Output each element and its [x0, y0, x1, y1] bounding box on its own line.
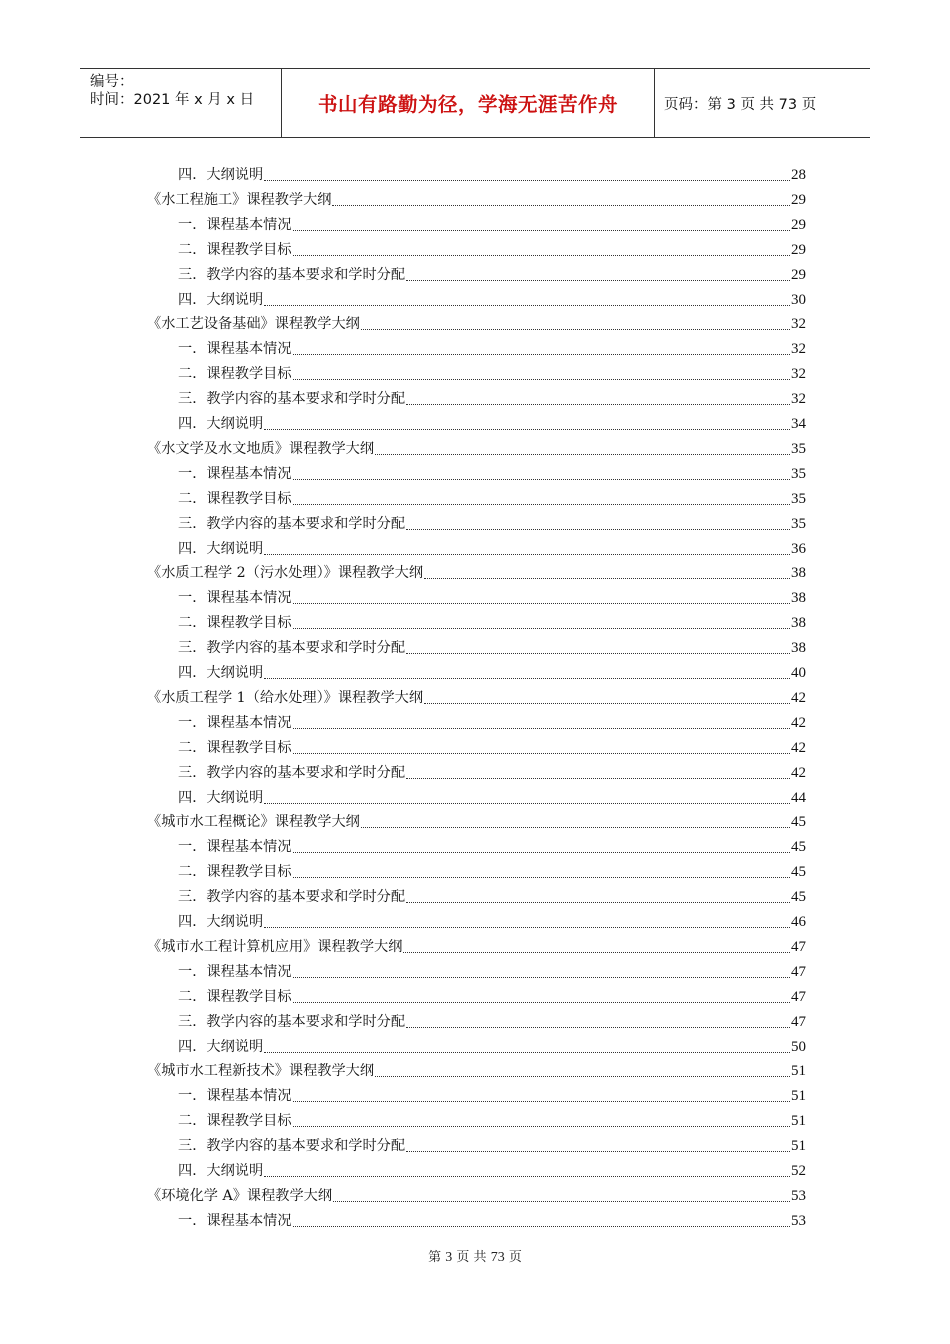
toc-entry-page: 30: [791, 291, 806, 308]
toc-dot-leader: [406, 888, 790, 903]
toc-dot-leader: [293, 614, 790, 629]
toc-entry-section[interactable]: [178, 1105, 806, 1130]
toc-entry-title: 四．大纲说明: [178, 540, 264, 557]
toc-entry-section[interactable]: [178, 1006, 806, 1031]
toc-entry-page: 28: [791, 167, 806, 183]
toc-entry-page: 29: [791, 266, 806, 283]
toc-dot-leader: [424, 689, 790, 704]
toc-entry-title: 二．课程教学目标: [178, 490, 292, 507]
toc-dot-leader: [375, 440, 790, 455]
toc-entry-page: 35: [791, 465, 806, 482]
footer-suffix: 页: [508, 1250, 522, 1265]
toc-entry-title: 二．课程教学目标: [178, 988, 292, 1005]
toc-entry-page: 46: [791, 914, 806, 930]
toc-entry-course[interactable]: [147, 557, 806, 582]
toc-dot-leader: [361, 315, 790, 330]
toc-entry-section[interactable]: [178, 1080, 806, 1105]
toc-entry-section[interactable]: [178, 906, 806, 931]
toc-entry-title: 《水质工程学 2（污水处理）》课程教学大纲: [147, 565, 424, 582]
toc-entry-title: 一．课程基本情况: [178, 963, 292, 980]
toc-entry-page: 35: [791, 440, 806, 457]
toc-entry-title: 二．课程教学目标: [178, 366, 292, 383]
toc-dot-leader: [293, 340, 790, 355]
header-motto: 书山有路勤为径，学海无涯苦作舟: [317, 93, 618, 116]
toc-dot-leader: [332, 191, 790, 206]
toc-dot-leader: [375, 1062, 790, 1077]
toc-dot-leader: [293, 1087, 790, 1102]
toc-entry-page: 51: [791, 1063, 806, 1080]
toc-dot-leader: [406, 1137, 790, 1152]
toc-dot-leader: [406, 764, 790, 779]
toc-entry-section[interactable]: [178, 383, 806, 408]
toc-entry-section[interactable]: [178, 284, 806, 309]
toc-entry-page: 32: [791, 316, 806, 333]
toc-entry-page: 38: [791, 615, 806, 632]
toc-entry-section[interactable]: [178, 1031, 806, 1056]
toc-entry-section[interactable]: [178, 483, 806, 508]
toc-entry-section[interactable]: [178, 831, 806, 856]
toc-entry-page: 32: [791, 391, 806, 408]
toc-entry-section[interactable]: [178, 782, 806, 807]
toc-entry-section[interactable]: [178, 632, 806, 657]
toc-dot-leader: [264, 664, 790, 679]
toc-entry-course[interactable]: [147, 806, 806, 831]
toc-entry-title: 《水质工程学 1（给水处理）》课程教学大纲: [147, 689, 424, 706]
page-footer: [0, 1246, 950, 1266]
toc-entry-section[interactable]: [178, 358, 806, 383]
document-date: 时间：2021 年 x 月 x 日: [90, 92, 255, 108]
toc-entry-title: 《水文学及水文地质》课程教学大纲: [147, 440, 375, 457]
toc-dot-leader: [293, 714, 790, 729]
toc-entry-title: 三．教学内容的基本要求和学时分配: [178, 266, 406, 283]
toc-entry-page: 38: [791, 640, 806, 657]
toc-dot-leader: [293, 465, 790, 480]
toc-entry-page: 51: [791, 1088, 806, 1105]
toc-entry-section[interactable]: [178, 881, 806, 906]
toc-entry-title: 二．课程教学目标: [178, 864, 292, 881]
toc-entry-page: 42: [791, 764, 806, 781]
toc-dot-leader: [293, 863, 790, 878]
toc-dot-leader: [293, 241, 790, 256]
toc-entry-page: 47: [791, 988, 806, 1005]
toc-dot-leader: [361, 813, 790, 828]
toc-entry-page: 51: [791, 1113, 806, 1130]
toc-dot-leader: [264, 166, 790, 181]
toc-entry-page: 53: [791, 1212, 806, 1229]
toc-entry-title: 《城市水工程新技术》课程教学大纲: [147, 1063, 375, 1080]
toc-entry-title: 一．课程基本情况: [178, 216, 292, 233]
toc-dot-leader: [293, 963, 790, 978]
toc-entry-title: 四．大纲说明: [178, 167, 264, 183]
toc-entry-section[interactable]: [178, 1155, 806, 1180]
toc-dot-leader: [264, 1038, 790, 1053]
toc-entry-title: 一．课程基本情况: [178, 714, 292, 731]
toc-entry-page: 47: [791, 938, 806, 955]
toc-entry-page: 42: [791, 714, 806, 731]
toc-entry-title: 二．课程教学目标: [178, 241, 292, 258]
toc-dot-leader: [264, 291, 790, 306]
toc-entry-title: 四．大纲说明: [178, 665, 264, 681]
toc-entry-page: 35: [791, 515, 806, 532]
toc-entry-title: 四．大纲说明: [178, 789, 264, 806]
toc-entry-title: 四．大纲说明: [178, 914, 264, 930]
toc-entry-section[interactable]: [178, 707, 806, 732]
toc-dot-leader: [264, 540, 790, 555]
toc-entry-title: 三．教学内容的基本要求和学时分配: [178, 889, 406, 906]
toc-entry-page: 47: [791, 963, 806, 980]
toc-dot-leader: [424, 564, 790, 579]
toc-entry-page: 29: [791, 241, 806, 258]
toc-entry-page: 45: [791, 814, 806, 831]
toc-dot-leader: [293, 216, 790, 231]
toc-entry-title: 四．大纲说明: [178, 1163, 264, 1179]
toc-dot-leader: [293, 739, 790, 754]
header-page-info-cell: [654, 69, 870, 137]
toc-entry-page: 36: [791, 540, 806, 557]
toc-entry-page: 44: [791, 789, 806, 806]
toc-entry-section[interactable]: [178, 981, 806, 1006]
toc-entry-page: 29: [791, 191, 806, 208]
toc-entry-page: 42: [791, 689, 806, 706]
toc-entry-title: 三．教学内容的基本要求和学时分配: [178, 391, 406, 408]
header-table: [80, 68, 870, 138]
toc-entry-page: 32: [791, 366, 806, 383]
footer-middle: 页 共: [456, 1250, 487, 1265]
document-number-label: 编号：: [90, 74, 134, 90]
footer-prefix: 第: [428, 1250, 442, 1265]
toc-entry-page: 53: [791, 1187, 806, 1204]
toc-entry-title: 三．教学内容的基本要求和学时分配: [178, 1138, 406, 1155]
toc-entry-section[interactable]: [178, 209, 806, 234]
toc-entry-page: 51: [791, 1138, 806, 1155]
toc-entry-title: 《环境化学 A》课程教学大纲: [147, 1187, 333, 1204]
toc-dot-leader: [264, 1162, 790, 1177]
toc-entry-title: 二．课程教学目标: [178, 1113, 292, 1130]
toc-entry-title: 二．课程教学目标: [178, 739, 292, 756]
toc-entry-page: 38: [791, 565, 806, 582]
toc-entry-course[interactable]: [147, 308, 806, 333]
toc-entry-course[interactable]: [147, 1055, 806, 1080]
toc-entry-page: 40: [791, 665, 806, 681]
toc-entry-section[interactable]: [178, 582, 806, 607]
toc-entry-title: 四．大纲说明: [178, 416, 264, 432]
toc-entry-course[interactable]: [147, 682, 806, 707]
header-meta: [80, 69, 280, 137]
toc-entry-title: 三．教学内容的基本要求和学时分配: [178, 640, 406, 657]
toc-entry-title: 一．课程基本情况: [178, 590, 292, 607]
toc-dot-leader: [293, 490, 790, 505]
toc-entry-page: 45: [791, 839, 806, 856]
toc-entry-title: 《水工艺设备基础》课程教学大纲: [147, 316, 360, 333]
toc-entry-section[interactable]: [178, 533, 806, 558]
toc-entry-title: 三．教学内容的基本要求和学时分配: [178, 764, 406, 781]
toc-dot-leader: [293, 1212, 790, 1227]
header-page-info: 页码：第 3 页 共 73 页: [664, 96, 817, 113]
toc-dot-leader: [293, 589, 790, 604]
toc-entry-section[interactable]: [178, 1205, 806, 1230]
toc-dot-leader: [406, 266, 790, 281]
toc-entry-section[interactable]: [178, 1130, 806, 1155]
toc-entry-title: 三．教学内容的基本要求和学时分配: [178, 515, 406, 532]
toc-entry-section[interactable]: [178, 757, 806, 782]
toc-entry-course[interactable]: [147, 1180, 806, 1205]
toc-dot-leader: [293, 1112, 790, 1127]
toc-entry-title: 一．课程基本情况: [178, 839, 292, 856]
toc-entry-course[interactable]: [147, 433, 806, 458]
toc-dot-leader: [406, 1013, 790, 1028]
toc-dot-leader: [293, 988, 790, 1003]
toc-entry-section[interactable]: [178, 607, 806, 632]
header-motto-cell: [281, 69, 655, 137]
toc-dot-leader: [264, 415, 790, 430]
toc-entry-page: 52: [791, 1163, 806, 1179]
toc-entry-title: 一．课程基本情况: [178, 465, 292, 482]
toc-dot-leader: [406, 390, 790, 405]
toc-dot-leader: [264, 913, 790, 928]
toc-entry-section[interactable]: [178, 856, 806, 881]
toc-entry-page: 50: [791, 1038, 806, 1055]
toc-entry-section[interactable]: [178, 259, 806, 284]
toc-dot-leader: [403, 938, 790, 953]
footer-total-pages: 73: [490, 1250, 505, 1265]
toc-entry-section[interactable]: [178, 159, 806, 184]
toc-entry-section[interactable]: [178, 408, 806, 433]
footer-current-page: 3: [445, 1250, 453, 1265]
toc-entry-page: 47: [791, 1013, 806, 1030]
toc-entry-page: 35: [791, 490, 806, 507]
toc-entry-title: 《城市水工程计算机应用》课程教学大纲: [147, 938, 403, 955]
toc-entry-section[interactable]: [178, 508, 806, 533]
toc-entry-section[interactable]: [178, 333, 806, 358]
toc-entry-section[interactable]: [178, 657, 806, 682]
toc-entry-title: 一．课程基本情况: [178, 1088, 292, 1105]
toc-entry-page: 32: [791, 341, 806, 358]
toc-entry-title: 二．课程教学目标: [178, 615, 292, 632]
toc-entry-section[interactable]: [178, 234, 806, 259]
toc-entry-page: 45: [791, 889, 806, 906]
toc-entry-section[interactable]: [178, 732, 806, 757]
toc-entry-page: 45: [791, 864, 806, 881]
toc-dot-leader: [293, 365, 790, 380]
toc-entry-page: 34: [791, 416, 806, 432]
toc-entry-course[interactable]: [147, 184, 806, 209]
toc-entry-page: 29: [791, 216, 806, 233]
toc-entry-page: 42: [791, 739, 806, 756]
toc-entry-title: 四．大纲说明: [178, 291, 264, 308]
toc-entry-title: 三．教学内容的基本要求和学时分配: [178, 1013, 406, 1030]
toc-entry-section[interactable]: [178, 458, 806, 483]
toc-entry-title: 《水工程施工》课程教学大纲: [147, 191, 332, 208]
toc-dot-leader: [406, 639, 790, 654]
toc-entry-title: 一．课程基本情况: [178, 1212, 292, 1229]
toc-entry-course[interactable]: [147, 931, 806, 956]
toc-dot-leader: [333, 1187, 790, 1202]
toc-dot-leader: [406, 515, 790, 530]
toc-entry-section[interactable]: [178, 956, 806, 981]
toc-entry-title: 《城市水工程概论》课程教学大纲: [147, 814, 360, 831]
toc-entry-title: 一．课程基本情况: [178, 341, 292, 358]
toc-dot-leader: [293, 838, 790, 853]
toc-dot-leader: [264, 789, 790, 804]
toc-entry-page: 38: [791, 590, 806, 607]
toc-entry-title: 四．大纲说明: [178, 1038, 264, 1055]
